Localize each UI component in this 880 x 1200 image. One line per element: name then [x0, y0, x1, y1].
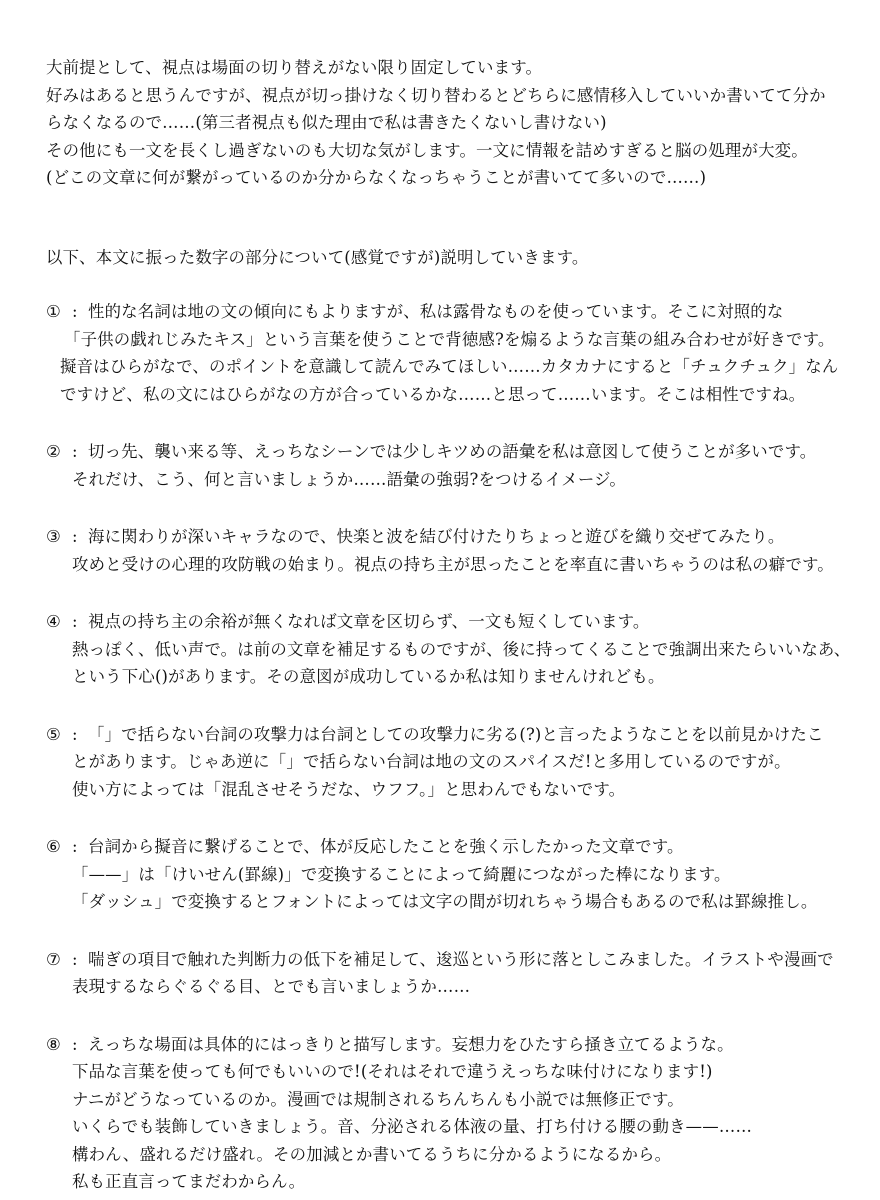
note-line: 海に関わりが深いキャラなので、快楽と波を結び付けたりちょっと遊びを織り交ぜてみたり。 [88, 527, 785, 546]
note-line: 切っ先、襲い来る等、えっちなシーンでは少しキツめの語彙を私は意図して使うことが多いです。 [88, 442, 817, 461]
note-line: それだけ、こう、何と言いましょうか……語彙の強弱?をつけるイメージ。 [72, 469, 627, 489]
note-2 [46, 438, 866, 493]
note-colon: : [72, 527, 78, 546]
note-line: 下品な言葉を使っても何でもいいので!(それはそれで違うえっちな味付けになります!) [72, 1062, 713, 1081]
intro-line: 好みはあると思うんですが、視点が切っ掛けなく切り替わるとどちらに感情移入していいか書いてて分か [46, 85, 826, 105]
note-line: とがあります。じゃあ逆に「」で括らない台詞は地の文のスパイスだ!と多用しているのですが。 [72, 752, 791, 771]
intro-line: その他にも一文を長くし過ぎないのも大切な気がします。一文に情報を詰めすぎると脳の処理が大変。 [46, 140, 808, 160]
note-line: 視点の持ち主の余裕が無くなれば文章を区切らず、一文も短くしています。 [88, 612, 650, 631]
note-colon: : [72, 724, 78, 744]
note-3 [46, 523, 866, 578]
lead-line: 以下、本文に振った数字の部分について(感覚ですが)説明していきます。 [46, 248, 589, 267]
intro-line: らなくなるので……(第三者視点も似た理由で私は書きたくないし書けない) [46, 113, 607, 132]
note-line: 表現するならぐるぐる目、とでも言いましょうか…… [72, 977, 471, 996]
note-number: ⑧ [46, 1034, 61, 1054]
note-line: 私も正直言ってまだわからん。 [72, 1172, 306, 1191]
note-number: ⑥ [46, 837, 61, 856]
note-number: ⑤ [46, 724, 61, 744]
note-7 [46, 946, 866, 1001]
note-colon: : [72, 1034, 78, 1054]
note-6 [46, 833, 866, 916]
note-1 [46, 298, 866, 408]
note-line: 攻めと受けの心理的攻防戦の始まり。視点の持ち主が思ったことを率直に書いちゃうのは私の癖です。 [72, 554, 834, 574]
note-line: 「子供の戯れじみたキス」という言葉を使うことで背徳感?を煽るような言葉の組み合わせが好きです。 [64, 329, 835, 349]
intro-paragraph [46, 54, 856, 192]
note-line: 「——」は「けいせん(罫線)」で変換することによって綺麗につながった棒になります。 [72, 864, 731, 884]
note-line: 熱っぽく、低い声で。は前の文章を補足するものですが、後に持ってくることで強調出来たらいいなあ、 [72, 639, 851, 659]
note-line: いくらでも装飾していきましょう。音、分泌される体液の量、打ち付ける腰の動き——…… [72, 1117, 753, 1136]
note-line: という下心()があります。その意図が成功しているか私は知りませんけれども。 [72, 667, 665, 686]
note-colon: : [72, 612, 78, 631]
note-5 [46, 721, 866, 804]
numbered-notes [46, 298, 866, 1196]
note-number: ② [46, 442, 61, 461]
lead-paragraph [46, 244, 856, 272]
note-4 [46, 608, 866, 691]
note-line: 台詞から擬音に繋げることで、体が反応したことを強く示したかった文章です。 [88, 837, 684, 856]
note-line: 「」で括らない台詞の攻撃力は台詞としての攻撃力に劣る(?)と言ったようなことを以前見かけたこ [88, 724, 824, 744]
note-number: ④ [46, 612, 61, 631]
intro-line: 大前提として、視点は場面の切り替えがない限り固定しています。 [46, 58, 543, 77]
note-colon: : [72, 302, 78, 321]
note-line: 性的な名詞は地の文の傾向にもよりますが、私は露骨なものを使っています。そこに対照的な [88, 302, 784, 321]
note-line: 「ダッシュ」で変換するとフォントによっては文字の間が切れちゃう場合もあるので私は罫線推し。 [72, 892, 818, 911]
note-line: 喘ぎの項目で触れた判断力の低下を補足して、逡巡という形に落としこみました。イラストや漫画で [88, 949, 834, 969]
note-colon: : [72, 442, 78, 461]
note-colon: : [72, 949, 78, 969]
note-line: 構わん、盛れるだけ盛れ。その加減とか書いてるうちに分かるようになるから。 [72, 1144, 672, 1164]
note-line: ですけど、私の文にはひらがなの方が合っているかな……と思って……います。そこは相性ですね。 [60, 384, 806, 404]
intro-line: (どこの文章に何が繋がっているのか分からなくなっちゃうことが書いてて多いので……) [46, 168, 707, 187]
note-number: ① [46, 302, 61, 321]
note-line: えっちな場面は具体的にはっきりと描写します。妄想力をひたすら掻き立てるような。 [88, 1034, 734, 1054]
note-number: ③ [46, 527, 61, 546]
note-line: 擬音はひらがなで、のポイントを意識して読んでみてほしい……カタカナにすると「チュクチュク」なん [60, 357, 839, 376]
note-line: ナニがどうなっているのか。漫画では規制されるちんちんも小説では無修正です。 [72, 1089, 684, 1109]
note-line: 使い方によっては「混乱させそうだな、ウフフ。」と思わんでもないです。 [72, 779, 626, 799]
note-8 [46, 1031, 866, 1196]
note-colon: : [72, 837, 78, 856]
note-number: ⑦ [46, 949, 61, 969]
